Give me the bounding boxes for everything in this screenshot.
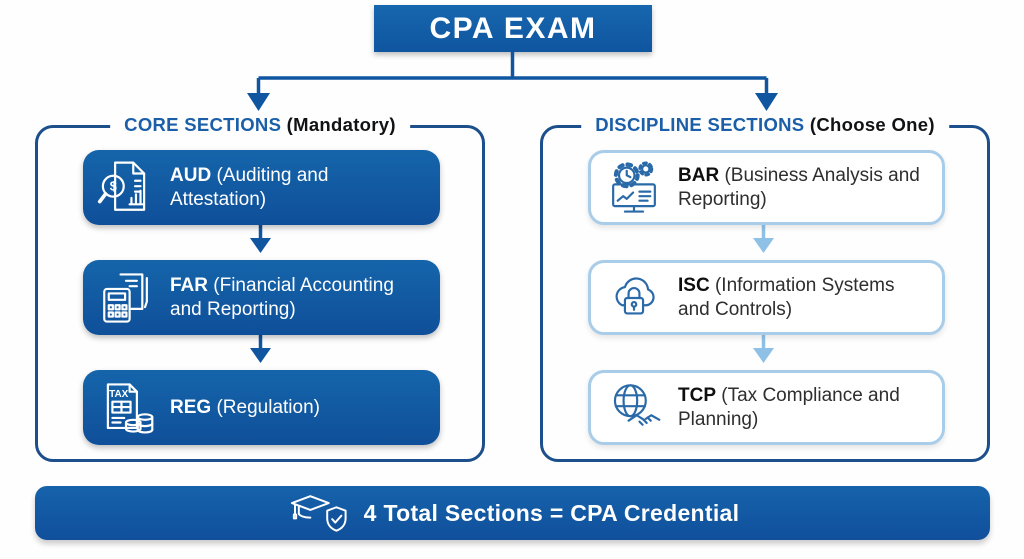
total-sections-banner <box>35 486 990 540</box>
discipline-section-isc-label: ISC (Information Systems and Controls) <box>678 274 895 320</box>
core-sections-heading <box>110 114 410 136</box>
core-section-aud-label: AUD (Auditing and Attestation) <box>170 164 329 210</box>
tree-branch-lines <box>259 51 767 95</box>
svg-text:TAX: TAX <box>109 388 129 400</box>
discipline-sections-qualifier: (Choose One) <box>809 114 935 135</box>
core-section-aud <box>83 150 440 225</box>
discipline-sections-panel <box>540 114 990 462</box>
tax-document-coins-icon <box>97 379 155 437</box>
arrow-down-to-discipline <box>755 93 778 111</box>
discipline-section-tcp-label: TCP (Tax Compliance and Planning) <box>678 384 900 430</box>
discipline-sections-heading <box>581 114 949 136</box>
core-section-far-label: FAR (Financial Accounting and Reporting) <box>170 274 394 320</box>
total-sections-text: 4 Total Sections = CPA Credential <box>363 499 740 526</box>
svg-text:$: $ <box>109 179 117 194</box>
discipline-section-isc <box>588 260 945 335</box>
core-section-far <box>83 260 440 335</box>
globe-handshake-icon <box>605 379 663 437</box>
graduation-cap-shield-icon <box>286 490 350 536</box>
discipline-section-tcp <box>588 370 945 445</box>
core-sections-qualifier: (Mandatory) <box>286 114 396 135</box>
gears-monitor-icon <box>605 159 663 217</box>
core-sections-title: CORE SECTIONS <box>124 114 282 135</box>
core-section-reg <box>83 370 440 445</box>
audit-document-magnifier-icon <box>97 159 155 217</box>
core-sections-panel <box>35 114 485 462</box>
arrow-down-to-core <box>247 93 270 111</box>
discipline-section-bar <box>588 150 945 225</box>
core-section-reg-label: REG (Regulation) <box>170 396 320 418</box>
discipline-section-bar-label: BAR (Business Analysis and Reporting) <box>678 164 920 210</box>
discipline-sections-title: DISCIPLINE SECTIONS <box>595 114 805 135</box>
cloud-padlock-icon <box>605 269 663 327</box>
cpa-exam-title: CPA EXAM <box>374 5 652 52</box>
calculator-notepad-icon <box>97 269 155 327</box>
